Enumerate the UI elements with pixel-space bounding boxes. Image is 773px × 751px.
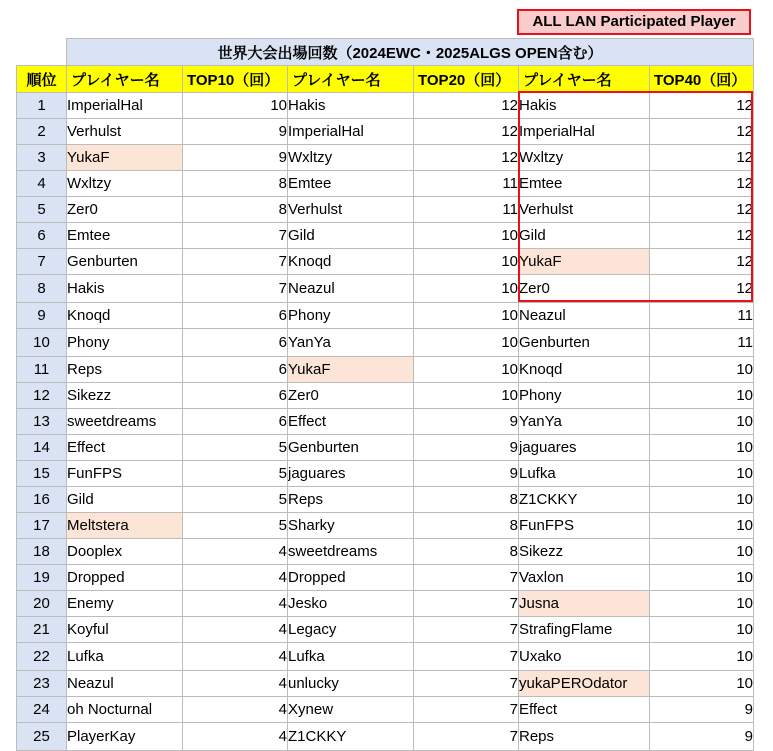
top10-count: 4 (183, 617, 288, 643)
table-row (17, 93, 754, 119)
top20-count: 8 (414, 539, 519, 565)
table-row (17, 435, 754, 461)
player-top20: sweetdreams (288, 539, 414, 565)
table-row (17, 723, 754, 751)
top10-count: 6 (183, 409, 288, 435)
top20-count: 12 (414, 145, 519, 171)
player-top40: Phony (519, 383, 650, 409)
top10-count: 9 (183, 119, 288, 145)
player-top10: FunFPS (67, 461, 183, 487)
player-top20: Gild (288, 223, 414, 249)
top10-count: 6 (183, 303, 288, 329)
player-top20: Hakis (288, 93, 414, 119)
top20-count: 10 (414, 223, 519, 249)
player-top10: Reps (67, 357, 183, 383)
rank-number: 1 (17, 93, 67, 119)
player-top20: Zer0 (288, 383, 414, 409)
top40-count: 12 (650, 171, 754, 197)
rank-number: 19 (17, 565, 67, 591)
player-top20: Genburten (288, 435, 414, 461)
table-row (17, 643, 754, 671)
rank-number: 12 (17, 383, 67, 409)
corner-cell (17, 39, 67, 66)
top40-count: 12 (650, 275, 754, 303)
top40-count: 10 (650, 357, 754, 383)
table-row (17, 409, 754, 435)
player-top20: ImperialHal (288, 119, 414, 145)
top20-count: 8 (414, 487, 519, 513)
table-row (17, 197, 754, 223)
player-top20: unlucky (288, 671, 414, 697)
table-row (17, 119, 754, 145)
player-top10: PlayerKay (67, 723, 183, 751)
player-top10: ImperialHal (67, 93, 183, 119)
top20-count: 7 (414, 591, 519, 617)
player-top10: Effect (67, 435, 183, 461)
top40-count: 10 (650, 435, 754, 461)
top40-count: 11 (650, 329, 754, 357)
rank-number: 21 (17, 617, 67, 643)
top40-count: 12 (650, 145, 754, 171)
top10-count: 7 (183, 223, 288, 249)
header-top20-count: TOP20（回） (414, 66, 519, 93)
player-top20: Dropped (288, 565, 414, 591)
player-top20: Neazul (288, 275, 414, 303)
top40-count: 12 (650, 93, 754, 119)
player-top20: Z1CKKY (288, 723, 414, 751)
player-top20: Reps (288, 487, 414, 513)
top20-count: 7 (414, 565, 519, 591)
rank-number: 24 (17, 697, 67, 723)
rank-number: 8 (17, 275, 67, 303)
top10-count: 4 (183, 697, 288, 723)
player-top10: sweetdreams (67, 409, 183, 435)
player-top10: Verhulst (67, 119, 183, 145)
top20-count: 12 (414, 119, 519, 145)
player-top10: Emtee (67, 223, 183, 249)
top40-count: 12 (650, 249, 754, 275)
rank-number: 22 (17, 643, 67, 671)
top10-count: 4 (183, 671, 288, 697)
top20-count: 10 (414, 249, 519, 275)
player-top40: StrafingFlame (519, 617, 650, 643)
top10-count: 4 (183, 591, 288, 617)
table-row (17, 565, 754, 591)
table-row (17, 171, 754, 197)
rank-number: 23 (17, 671, 67, 697)
top40-count: 10 (650, 513, 754, 539)
top40-count: 12 (650, 223, 754, 249)
top10-count: 6 (183, 383, 288, 409)
player-top10: Neazul (67, 671, 183, 697)
top40-count: 9 (650, 723, 754, 751)
top40-count: 10 (650, 539, 754, 565)
header-player-top40: プレイヤー名 (519, 66, 650, 93)
table-row (17, 539, 754, 565)
player-top40: Zer0 (519, 275, 650, 303)
player-top20: Xynew (288, 697, 414, 723)
player-top20: Knoqd (288, 249, 414, 275)
top20-count: 7 (414, 617, 519, 643)
top10-count: 6 (183, 329, 288, 357)
player-top40: Emtee (519, 171, 650, 197)
appearance-ranking-table (16, 38, 754, 751)
header-top40-count: TOP40（回） (650, 66, 754, 93)
table-row (17, 591, 754, 617)
table-row (17, 617, 754, 643)
player-top40: Lufka (519, 461, 650, 487)
rank-number: 9 (17, 303, 67, 329)
player-top20: YanYa (288, 329, 414, 357)
top10-count: 10 (183, 93, 288, 119)
top20-count: 10 (414, 329, 519, 357)
rank-number: 6 (17, 223, 67, 249)
table-row (17, 223, 754, 249)
player-top20: Legacy (288, 617, 414, 643)
top20-count: 8 (414, 513, 519, 539)
player-top40: Verhulst (519, 197, 650, 223)
player-top10: Wxltzy (67, 171, 183, 197)
header-rank: 順位 (17, 66, 67, 93)
player-top40: Genburten (519, 329, 650, 357)
player-top10: Hakis (67, 275, 183, 303)
top40-count: 10 (650, 383, 754, 409)
top40-count: 12 (650, 197, 754, 223)
top10-count: 6 (183, 357, 288, 383)
top10-count: 5 (183, 461, 288, 487)
player-top40: FunFPS (519, 513, 650, 539)
player-top20: Jesko (288, 591, 414, 617)
table-row (17, 357, 754, 383)
top20-count: 12 (414, 93, 519, 119)
top40-count: 10 (650, 643, 754, 671)
player-top40: yukaPEROdator (519, 671, 650, 697)
table-row (17, 513, 754, 539)
table-title: 世界大会出場回数（2024EWC・2025ALGS OPEN含む） (67, 39, 754, 66)
player-top10: Gild (67, 487, 183, 513)
top20-count: 7 (414, 697, 519, 723)
player-top40: Hakis (519, 93, 650, 119)
player-top40: Effect (519, 697, 650, 723)
top40-count: 10 (650, 461, 754, 487)
player-top40: Jusna (519, 591, 650, 617)
top40-count: 10 (650, 617, 754, 643)
player-top40: Gild (519, 223, 650, 249)
player-top10: Enemy (67, 591, 183, 617)
header-player-top20: プレイヤー名 (288, 66, 414, 93)
rank-number: 10 (17, 329, 67, 357)
player-top20: Sharky (288, 513, 414, 539)
top20-count: 7 (414, 643, 519, 671)
player-top40: Neazul (519, 303, 650, 329)
top20-count: 10 (414, 357, 519, 383)
player-top20: Verhulst (288, 197, 414, 223)
top40-count: 10 (650, 565, 754, 591)
player-top20: Effect (288, 409, 414, 435)
table-row (17, 249, 754, 275)
player-top40: jaguares (519, 435, 650, 461)
top10-count: 4 (183, 539, 288, 565)
player-top40: Vaxlon (519, 565, 650, 591)
header-top10-count: TOP10（回） (183, 66, 288, 93)
rank-number: 7 (17, 249, 67, 275)
rank-number: 3 (17, 145, 67, 171)
rank-number: 18 (17, 539, 67, 565)
top20-count: 9 (414, 461, 519, 487)
player-top40: Z1CKKY (519, 487, 650, 513)
header-player-top10: プレイヤー名 (67, 66, 183, 93)
player-top10: Zer0 (67, 197, 183, 223)
top40-count: 10 (650, 409, 754, 435)
top10-count: 8 (183, 171, 288, 197)
player-top40: YanYa (519, 409, 650, 435)
player-top20: YukaF (288, 357, 414, 383)
top20-count: 10 (414, 383, 519, 409)
top20-count: 10 (414, 275, 519, 303)
rank-number: 25 (17, 723, 67, 751)
top10-count: 5 (183, 513, 288, 539)
player-top40: Wxltzy (519, 145, 650, 171)
player-top10: Dropped (67, 565, 183, 591)
table-row (17, 487, 754, 513)
top40-count: 11 (650, 303, 754, 329)
player-top40: Uxako (519, 643, 650, 671)
player-top10: Sikezz (67, 383, 183, 409)
player-top10: YukaF (67, 145, 183, 171)
top20-count: 10 (414, 303, 519, 329)
top10-count: 7 (183, 249, 288, 275)
top10-count: 8 (183, 197, 288, 223)
table-row (17, 461, 754, 487)
player-top20: Wxltzy (288, 145, 414, 171)
rank-number: 16 (17, 487, 67, 513)
rank-number: 15 (17, 461, 67, 487)
top20-count: 9 (414, 409, 519, 435)
rank-number: 5 (17, 197, 67, 223)
player-top40: Reps (519, 723, 650, 751)
top10-count: 4 (183, 643, 288, 671)
rank-number: 2 (17, 119, 67, 145)
top10-count: 7 (183, 275, 288, 303)
player-top10: Meltstera (67, 513, 183, 539)
header-row (17, 66, 754, 93)
top40-count: 10 (650, 487, 754, 513)
table-row (17, 697, 754, 723)
legend-all-lan-participated: ALL LAN Participated Player (517, 9, 751, 35)
table-row (17, 671, 754, 697)
top10-count: 9 (183, 145, 288, 171)
player-top10: Knoqd (67, 303, 183, 329)
top10-count: 4 (183, 565, 288, 591)
player-top20: Phony (288, 303, 414, 329)
top10-count: 5 (183, 487, 288, 513)
player-top10: Dooplex (67, 539, 183, 565)
top20-count: 9 (414, 435, 519, 461)
table-row (17, 275, 754, 303)
player-top20: Emtee (288, 171, 414, 197)
title-row (17, 39, 754, 66)
top10-count: 4 (183, 723, 288, 751)
rank-number: 20 (17, 591, 67, 617)
player-top10: Genburten (67, 249, 183, 275)
rank-number: 13 (17, 409, 67, 435)
rank-number: 4 (17, 171, 67, 197)
table-row (17, 303, 754, 329)
top20-count: 7 (414, 723, 519, 751)
top20-count: 11 (414, 171, 519, 197)
player-top20: Lufka (288, 643, 414, 671)
player-top40: Knoqd (519, 357, 650, 383)
rank-number: 14 (17, 435, 67, 461)
player-top40: ImperialHal (519, 119, 650, 145)
player-top10: Lufka (67, 643, 183, 671)
rank-number: 17 (17, 513, 67, 539)
player-top10: Koyful (67, 617, 183, 643)
player-top10: oh Nocturnal (67, 697, 183, 723)
top20-count: 7 (414, 671, 519, 697)
table-row (17, 329, 754, 357)
player-top40: YukaF (519, 249, 650, 275)
top40-count: 10 (650, 591, 754, 617)
top10-count: 5 (183, 435, 288, 461)
player-top40: Sikezz (519, 539, 650, 565)
top20-count: 11 (414, 197, 519, 223)
top40-count: 12 (650, 119, 754, 145)
top40-count: 10 (650, 671, 754, 697)
top40-count: 9 (650, 697, 754, 723)
player-top20: jaguares (288, 461, 414, 487)
table-row (17, 145, 754, 171)
table-row (17, 383, 754, 409)
rank-number: 11 (17, 357, 67, 383)
player-top10: Phony (67, 329, 183, 357)
